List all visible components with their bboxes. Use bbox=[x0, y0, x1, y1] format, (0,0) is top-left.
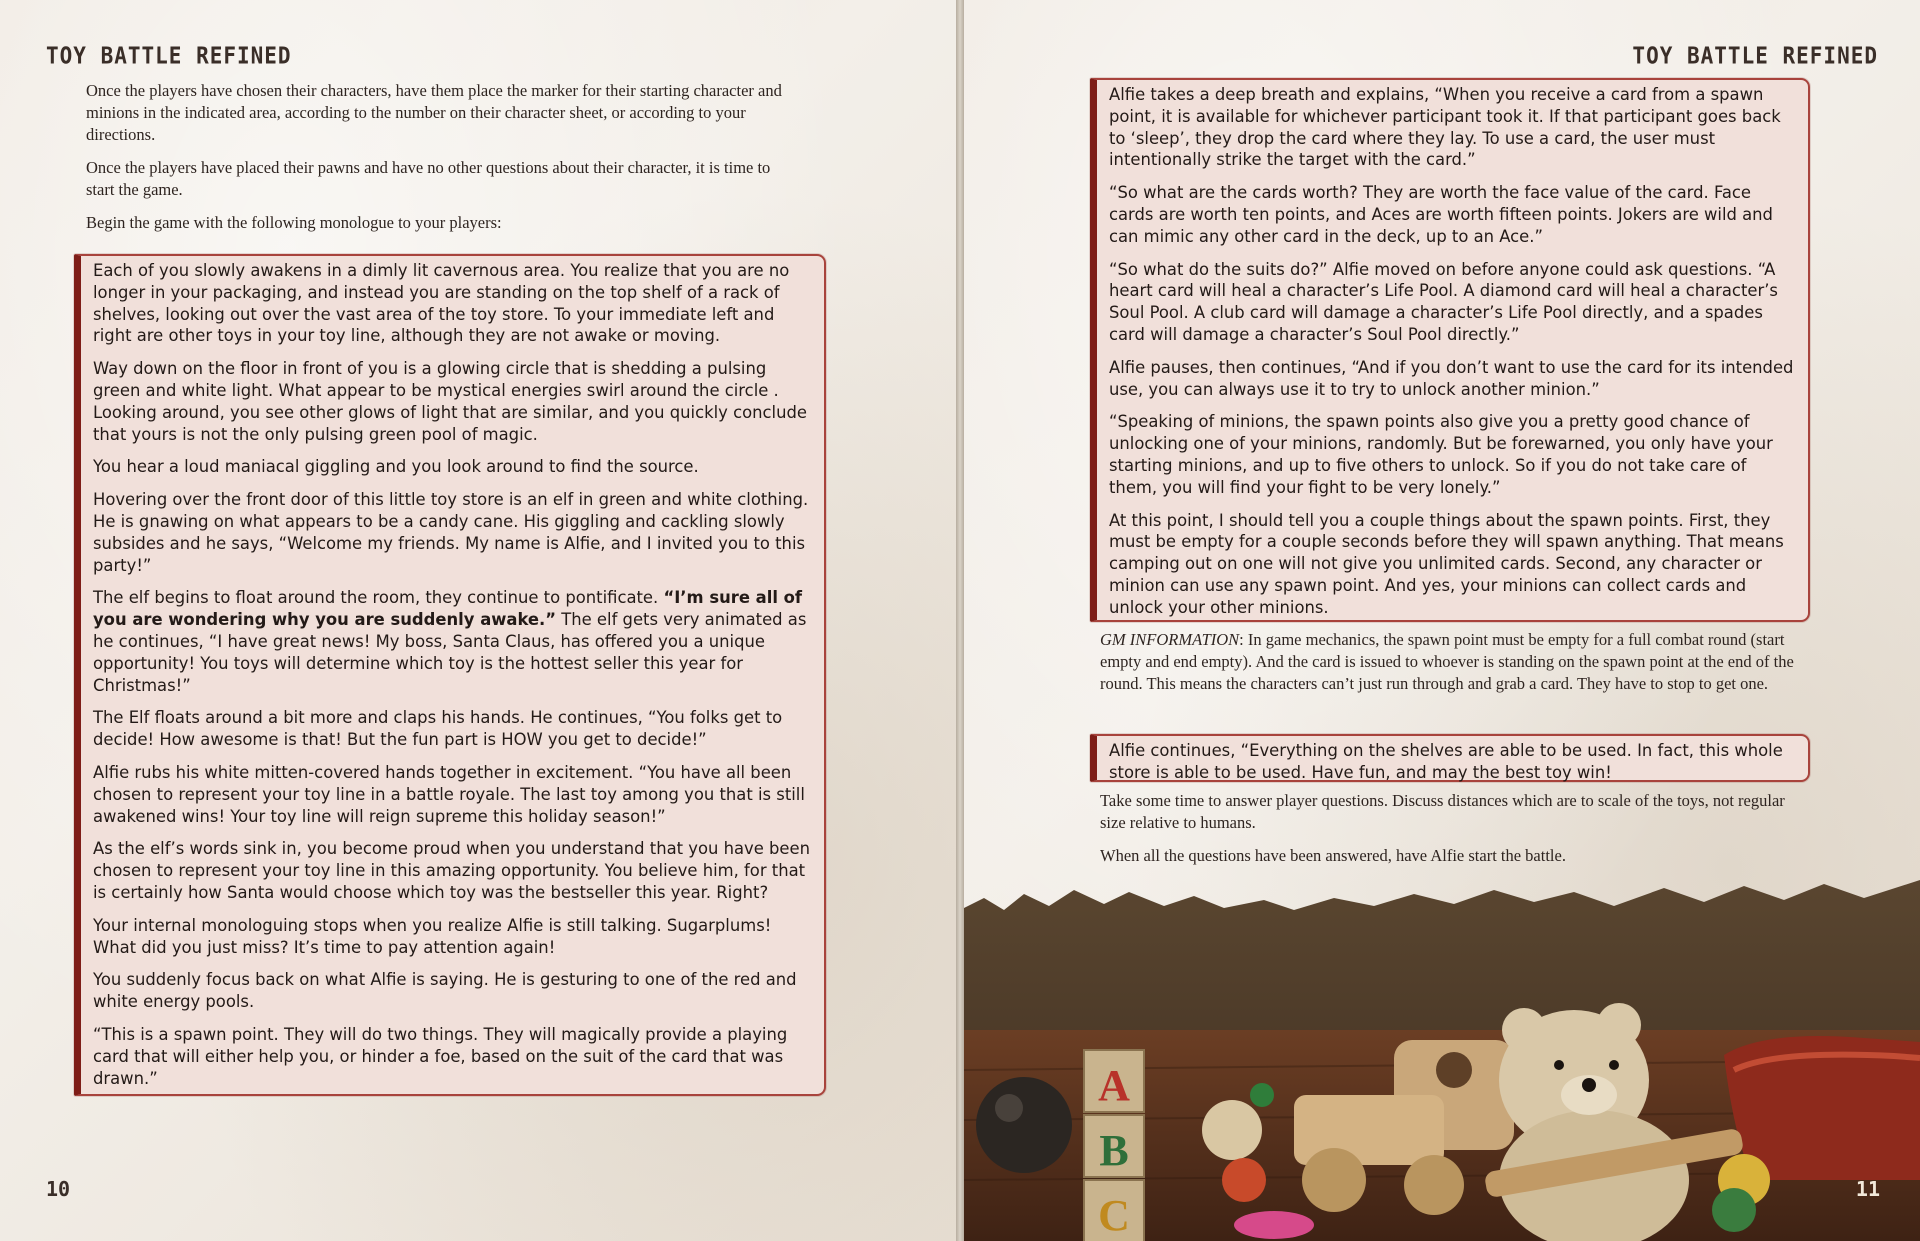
monologue-paragraph bbox=[93, 587, 814, 696]
running-header: TOY BATTLE REFINED bbox=[46, 42, 292, 70]
intro-paragraph: Begin the game with the following monologue to your players: bbox=[86, 213, 502, 232]
monologue-paragraph: You hear a loud maniacal giggling and you look around to find the source. bbox=[93, 457, 699, 477]
monologue-paragraph: As the elf’s words sink in, you become proud when you understand that you have been chosen to represent your toy line in this amazing opportunity. You believe him, for that is certainly how Santa would choose which toy was the bestseller this year. Right? bbox=[93, 839, 810, 902]
rules-paragraph: At this point, I should tell you a couple things about the spawn points. First, they must be empty for a couple seconds before they will spawn anything. That means camping out on one will not give you unlimited cards. Second, any character or minion can use any spawn point. And yes, your minions can collect cards and unlock your other minions. bbox=[1109, 510, 1784, 617]
intro-paragraph: Once the players have chosen their characters, have them place the marker for their starting character and minions in the indicated area, according to the number on their character sheet, or according to your directions. bbox=[86, 81, 782, 144]
block-letter: B bbox=[1099, 1126, 1129, 1175]
gm-paragraph bbox=[1100, 629, 1806, 695]
gm-text: : In game mechanics, the spawn point must be empty for a full combat round (start empty and end empty). And the card is issued to whoever is standing on the spawn point at the end of the round. This means the characters can’t just run through and grab a card. They have to stop to get one. bbox=[1100, 630, 1794, 693]
closing-paragraph: Alfie continues, “Everything on the shelves are able to be used. In fact, this whole store is able to be used. Have fun, and may the best toy win! bbox=[1109, 741, 1783, 782]
intro-paragraph: Once the players have placed their pawns and have no other questions about their character, it is time to start the game. bbox=[86, 158, 771, 199]
right-page bbox=[964, 0, 1920, 1241]
intro-text bbox=[86, 80, 796, 245]
monologue-paragraph: Way down on the floor in front of you is a glowing circle that is shedding a pulsing green and white light. What appear to be mystical energies swirl around the circle . Looking around, you see other glows of light that are similar, and you quickly conclude that yours is not the only pulsing green pool of magic. bbox=[93, 359, 807, 444]
bold-quote: “I’m sure all of you are wondering why you are suddenly awake.” bbox=[93, 588, 803, 630]
monologue-box bbox=[74, 254, 826, 1096]
rules-paragraph: “So what are the cards worth? They are worth the face value of the card. Face cards are worth ten points, and Aces are worth fifteen points. Jokers are wild and can mimic any other card in the deck, up to an Ace.” bbox=[1109, 183, 1773, 246]
block-letter: C bbox=[1098, 1191, 1130, 1240]
running-header: TOY BATTLE REFINED bbox=[1632, 42, 1878, 70]
block-letter: A bbox=[1098, 1061, 1130, 1110]
outro-paragraph: When all the questions have been answered, have Alfie start the battle. bbox=[1100, 846, 1566, 865]
page-number: 11 bbox=[1855, 1177, 1880, 1201]
text-run: The elf gets very animated as he continues, “I have great news! My boss, Santa Claus, has offered you a unique opportunity! You toys will determine which toy is the hottest seller this year for Christmas!” bbox=[93, 610, 807, 695]
toy-scene-illustration bbox=[964, 880, 1920, 1241]
monologue-paragraph: Each of you slowly awakens in a dimly lit cavernous area. You realize that you are no longer in your packaging, and instead you are standing on the top shelf of a rack of shelves, looking out over the vast area of the toy store. To your immediate left and right are other toys in your toy line, although they are not awake or moving. bbox=[93, 261, 790, 346]
abc-blocks bbox=[1084, 1050, 1144, 1241]
rules-box bbox=[1090, 78, 1810, 622]
gm-label: GM INFORMATION bbox=[1100, 630, 1240, 649]
rules-paragraph: “So what do the suits do?” Alfie moved on before anyone could ask questions. “A heart card will heal a character’s Life Pool. A diamond card will heal a character’s Soul Pool. A club card will damage a character’s Life Pool directly, and a spades card will damage a character’s Soul Pool directly.” bbox=[1109, 259, 1778, 344]
rules-paragraph: “Speaking of minions, the spawn points also give you a pretty good chance of unlocking one of your minions, randomly. But be forewarned, you only have your starting minions, and up to five others to unlock. So if you do not take care of them, you will find your fight to be very lonely.” bbox=[1109, 412, 1773, 497]
gm-information bbox=[1100, 629, 1806, 706]
left-page bbox=[0, 0, 956, 1241]
monologue-paragraph: “This is a spawn point. They will do two things. They will magically provide a playing card that will either help you, or hinder a foe, based on the suit of the card that was drawn.” bbox=[93, 1024, 788, 1088]
outro-paragraph: Take some time to answer player questions. Discuss distances which are to scale of the toys, not regular size relative to humans. bbox=[1100, 791, 1785, 832]
rules-paragraph: Alfie takes a deep breath and explains, “When you receive a card from a spawn point, it is available for whichever participant took it. If that participant goes back to ‘sleep’, they drop the card where they lay. To use a card, the user must intentionally strike the target with the card.” bbox=[1109, 85, 1781, 170]
outro-text bbox=[1100, 790, 1806, 878]
monologue-paragraph: Alfie rubs his white mitten-covered hands together in excitement. “You have all been chosen to represent your toy line in a battle royale. The last toy among you that is still awakened wins! Your toy line will reign supreme this holiday season!” bbox=[93, 762, 805, 826]
monologue-paragraph: The Elf floats around a bit more and claps his hands. He continues, “You folks get to decide! How awesome is that! But the fun part is HOW you get to decide!” bbox=[93, 708, 783, 750]
book-gutter bbox=[956, 0, 964, 1241]
monologue-paragraph: Your internal monologuing stops when you realize Alfie is still talking. Sugarplums! What did you just miss? It’s time to pay attention again! bbox=[93, 915, 772, 957]
text-run: The elf begins to float around the room, they continue to pontificate. bbox=[93, 588, 664, 608]
rules-paragraph: Alfie pauses, then continues, “And if you don’t want to use the card for its intended use, you can always use it to try to unlock another minion.” bbox=[1109, 357, 1794, 399]
closing-box bbox=[1090, 734, 1810, 782]
monologue-paragraph: Hovering over the front door of this little toy store is an elf in green and white clothing. He is gnawing on what appears to be a candy cane. His giggling and cackling slowly subsides and he says, “Welcome my friends. My name is Alfie, and I invited you to this party!” bbox=[93, 490, 809, 575]
monologue-paragraph: You suddenly focus back on what Alfie is saying. He is gesturing to one of the red and white energy pools. bbox=[93, 970, 797, 1012]
page-number: 10 bbox=[46, 1177, 71, 1201]
